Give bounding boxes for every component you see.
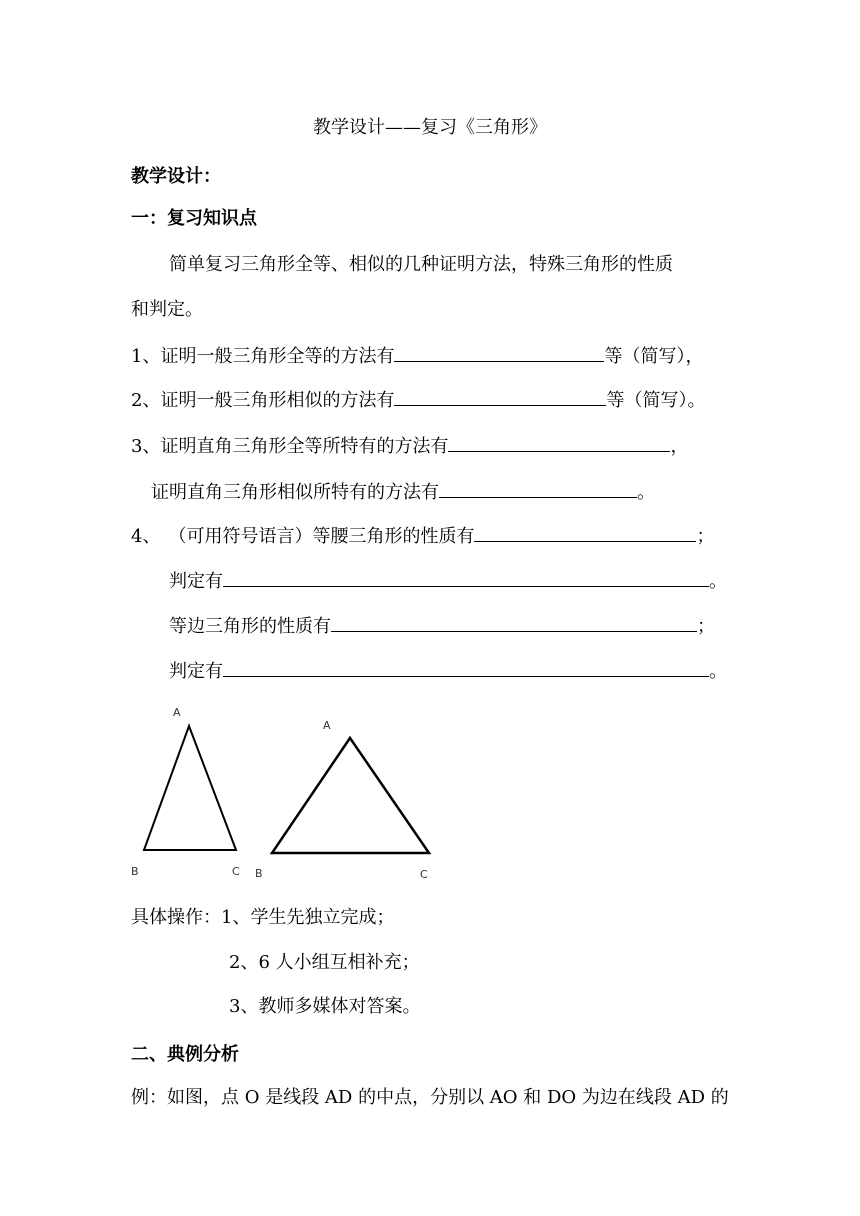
question-4d-prefix: 判定有 [169, 661, 223, 682]
operations-step-2: 2、6 人小组互相补充； [229, 952, 420, 973]
subtitle: 教学设计： [131, 166, 221, 187]
question-4 [131, 523, 714, 549]
question-3b-suffix: 。 [637, 482, 655, 503]
answer-blank-4c[interactable] [331, 613, 697, 632]
section2-heading: 二、典例分析 [131, 1044, 239, 1065]
answer-blank-2[interactable] [394, 387, 606, 406]
example-text: 例：如图，点 O 是线段 AD 的中点，分别以 AO 和 DO 为边在线段 AD 的 [131, 1087, 729, 1108]
isosceles-triangle-figure [131, 706, 240, 878]
question-1-prefix: 1、证明一般三角形全等的方法有 [131, 346, 395, 367]
question-3 [131, 433, 688, 459]
question-4d [169, 658, 727, 684]
triangle-1-label-left: B [131, 865, 139, 878]
operations-label: 具体操作： [131, 907, 221, 928]
question-3-prefix: 3、证明直角三角形全等所特有的方法有 [131, 436, 449, 457]
answer-blank-4b[interactable] [223, 568, 709, 587]
operations-line-1 [131, 906, 394, 930]
question-4b-prefix: 判定有 [169, 571, 223, 592]
question-4c-prefix: 等边三角形的性质有 [169, 616, 331, 637]
answer-blank-3b[interactable] [439, 479, 637, 498]
question-4c [169, 613, 715, 639]
answer-blank-4d[interactable] [223, 658, 709, 677]
question-3b [151, 479, 655, 505]
question-4-prefix: （可用符号语言）等腰三角形的性质有 [168, 526, 475, 547]
triangle-1-label-right: C [232, 865, 240, 878]
answer-blank-3[interactable] [448, 433, 670, 452]
isosceles-triangle [144, 726, 236, 850]
question-1 [131, 343, 703, 369]
question-4b-suffix: 。 [709, 571, 727, 592]
operations-step-3: 3、教师多媒体对答案。 [229, 996, 421, 1017]
answer-blank-4[interactable] [474, 523, 696, 542]
question-1-suffix: 等（简写）， [604, 346, 704, 367]
question-3b-prefix: 证明直角三角形相似所特有的方法有 [151, 482, 439, 503]
question-2 [131, 387, 705, 413]
triangle-2-label-left: B [255, 867, 263, 880]
equilateral-triangle [272, 738, 429, 853]
question-4d-suffix: 。 [709, 661, 727, 682]
question-4b [169, 568, 727, 594]
question-2-suffix: 等（简写）。 [606, 390, 706, 411]
intro-line-2: 和判定。 [131, 299, 203, 320]
question-2-prefix: 2、证明一般三角形相似的方法有 [131, 390, 395, 411]
triangle-figures [125, 700, 445, 890]
question-3-suffix: ， [670, 436, 689, 457]
page-title: 教学设计——复习《三角形》 [313, 117, 547, 138]
equilateral-triangle-figure [255, 719, 429, 881]
triangle-1-label-apex: A [173, 706, 181, 719]
answer-blank-1[interactable] [394, 343, 604, 362]
triangle-2-label-apex: A [323, 719, 331, 732]
section1-heading: 一：复习知识点 [131, 208, 257, 229]
question-4-number: 4、 [131, 526, 161, 547]
question-4c-suffix: ； [697, 616, 715, 637]
question-4-suffix: ； [696, 526, 715, 547]
triangle-2-label-right: C [420, 868, 428, 881]
operations-step-1: 1、学生先独立完成； [221, 907, 395, 928]
intro-line-1: 简单复习三角形全等、相似的几种证明方法，特殊三角形的性质 [169, 254, 673, 275]
